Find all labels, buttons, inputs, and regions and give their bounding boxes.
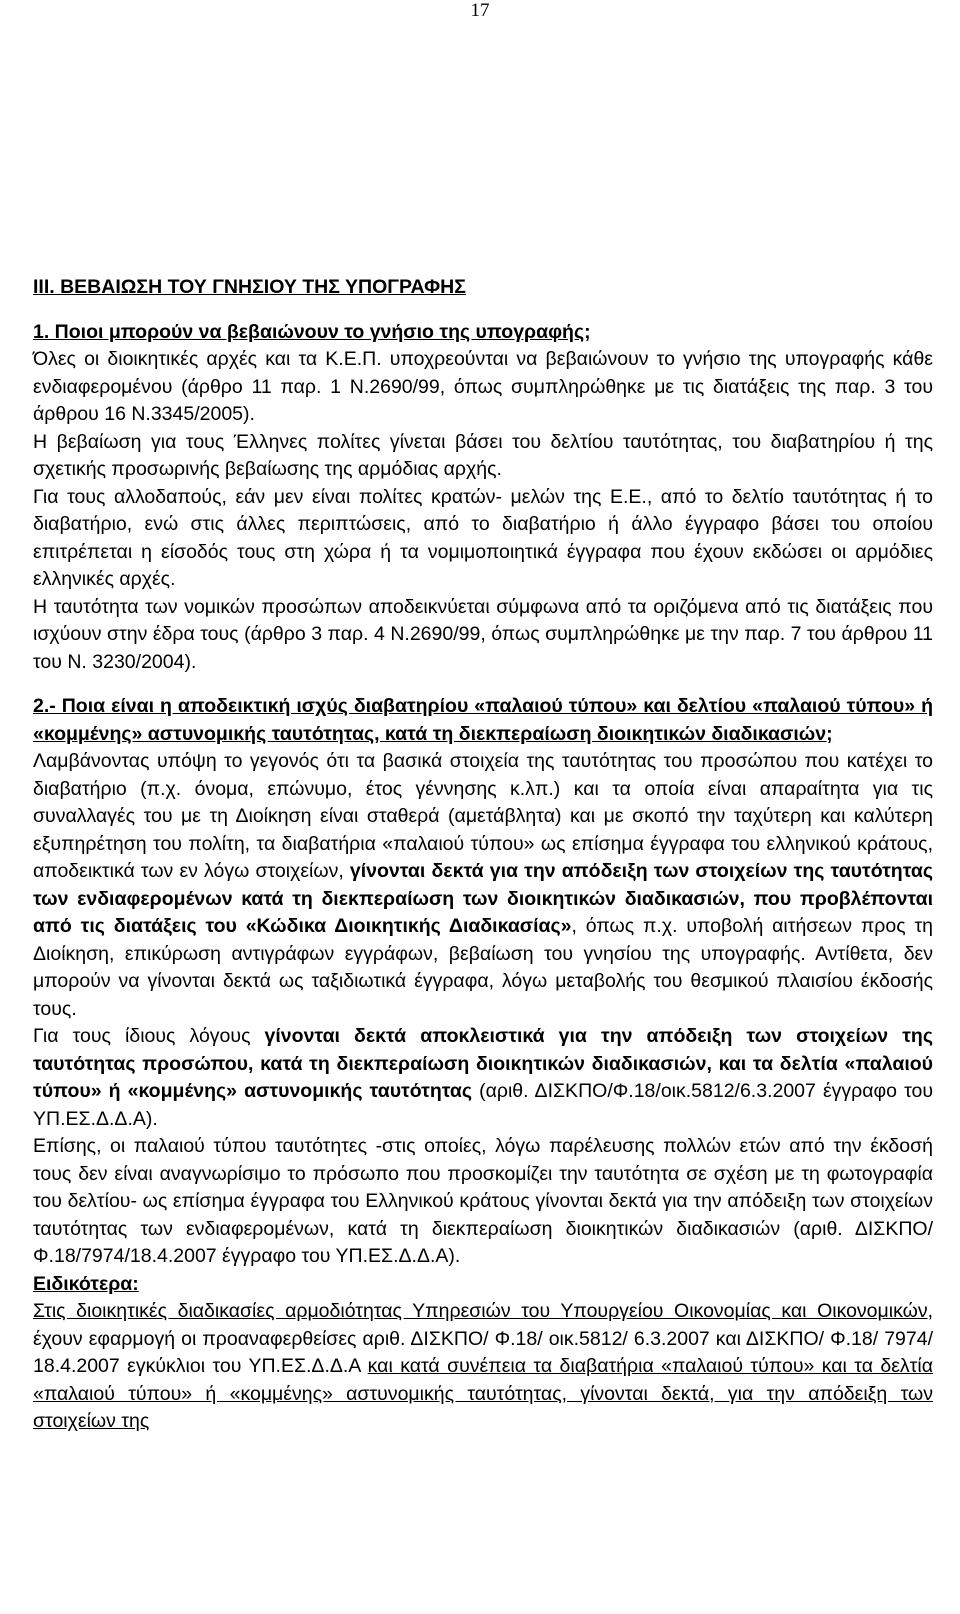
question-2-title: 2.- Ποια είναι η αποδεικτική ισχύς διαβατηρίου «παλαιού τύπου» και δελτίου «παλαιού τύπου» ή «κομμένης» αστυνομικής ταυτότητας, κατά τη διεκπεραίωση διοικητικών διαδικασιών; xyxy=(33,695,933,745)
question-2-paragraph-4 xyxy=(33,1298,933,1436)
question-1-title: 1. Ποιοι μπορούν να βεβαιώνουν το γνήσιο της υπογραφής; xyxy=(33,320,591,343)
question-1-paragraph-4: Η ταυτότητα των νομικών προσώπων αποδεικνύεται σύμφωνα από τα οριζόμενα από τις διατάξεις που ισχύουν στην έδρα τους (άρθρο 3 παρ. 4 Ν.2690/99, όπως συμπληρώθηκε με την παρ. 7 του άρθρου 11 του Ν. 3230/2004). xyxy=(33,595,933,673)
q2-p2-text: Για τους ίδιους λόγους xyxy=(33,1025,265,1047)
q2-p1-text: Λαμβάνοντας υπόψη το γεγονός ότι τα βασικά στοιχεία της ταυτότητας του προσώπου που κατέχει το διαβατήριο (π.χ. όνομα, επώνυμο, έτος γέννησης κ.λπ.) και τα οποία είναι απαραίτητα για τις συναλλαγές του με τη Διοίκηση είναι σταθερά (αμετάβλητα) και με σκοπό την ταχύτερη και καλύτερη εξυπηρέτηση του πολίτη, τα διαβατήρια «παλαιού τύπου» ως επίσημα έγγραφα του ελληνικού κράτους, αποδεικτικά των εν λόγω στοιχείων, xyxy=(33,750,933,882)
q2-p2-tail: (αριθ. ΔΙΣΚΠΟ/Φ.18/οικ.5812/6.3.2007 έγγραφο του ΥΠ.ΕΣ.Δ.Δ.Α). xyxy=(33,1080,934,1130)
question-1-paragraph-3: Για τους αλλοδαπούς, εάν μεν είναι πολίτες κρατών- μελών της Ε.Ε., από το δελτίο ταυτότητας ή το διαβατήριο, ενώ στις άλλες περιπτώσεις, από το διαβατήριο ή άλλο έγγραφο βάσει του οποίου επιτρέπεται η είσοδός τους στη χώρα ή τα νομιμοποιητικά έγγραφα που έχουν εκδώσει οι αρμόδιες ελληνικές αρχές. xyxy=(33,485,933,590)
q2-p4-underlined: Στις διοικητικές διαδικασίες αρμοδιότητας Υπηρεσιών του Υπουργείου Οικονομίας και Οικονομικών xyxy=(33,1300,928,1322)
question-1-paragraph-1: Όλες οι διοικητικές αρχές και τα Κ.Ε.Π. υποχρεούνται να βεβαιώνουν το γνήσιο της υπογραφής κάθε ενδιαφερομένου (άρθρο 11 παρ. 1 Ν.2690/99, όπως συμπληρώθηκε με τις διατάξεις της παρ. 3 του άρθρου 16 Ν.3345/2005). xyxy=(33,348,933,425)
document-body xyxy=(33,274,933,1436)
section-title: III. ΒΕΒΑΙΩΣΗ ΤΟΥ ΓΝΗΣΙΟΥ ΤΗΣ ΥΠΟΓΡΑΦΗΣ xyxy=(33,276,466,298)
q2-p2-bold: γίνονται δεκτά αποκλειστικά για την απόδειξη των στοιχείων της ταυτότητας προσώπου, κατά τη διεκπεραίωση διοικητικών διαδικασιών, και τα δελτία «παλαιού τύπου» ή «κομμένης» αστυνομικής ταυτότητας xyxy=(33,1025,933,1102)
page-number: 17 xyxy=(470,0,490,21)
q2-p4-underlined-tail: και κατά συνέπεια τα διαβατήρια «παλαιού τύπου» και τα δελτία «παλαιού τύπου» ή «κομμένης» αστυνομικής ταυτότητας, γίνονται δεκτά, για την απόδειξη των στοιχείων της xyxy=(33,1355,933,1432)
q2-p1-bold: γίνονται δεκτά για την απόδειξη των στοιχείων της ταυτότητας των ενδιαφερομένων κατά τη διεκπεραίωση των διοικητικών διαδικασιών, που προβλέπονται από τις διατάξεις του «Κώδικα Διοικητικής Διαδικασίας» xyxy=(33,860,934,937)
q2-p1-tail: , όπως π.χ. υποβολή αιτήσεων προς τη Διοίκηση, επικύρωση αντιγράφων εγγράφων, βεβαίωση του γνησίου της υπογραφής. Αντίθετα, δεν μπορούν να γίνονται δεκτά ως ταξιδιωτικά έγγραφα, λόγω μεταβολής του θεσμικού πλαισίου έκδοσής τους. xyxy=(33,915,933,1020)
q2-p4-text: , έχουν εφαρμογή οι προαναφερθείσες αριθ. ΔΙΣΚΠΟ/ Φ.18/ οικ.5812/ 6.3.2007 και ΔΙΣΚΠΟ/ Φ.18/ 7974/ 18.4.2007 εγκύκλιοι του ΥΠ.ΕΣ.Δ.Δ.Α xyxy=(33,1300,933,1377)
specifically-heading: Ειδικότερα: xyxy=(33,1272,139,1295)
question-1-paragraph-2: Η βεβαίωση για τους Έλληνες πολίτες γίνεται βάσει του δελτίου ταυτότητας, του διαβατηρίου ή της σχετικής προσωρινής βεβαίωσης της αρμόδιας αρχής. xyxy=(33,430,933,480)
question-2-paragraph-2 xyxy=(33,1023,933,1133)
question-2-paragraph-1 xyxy=(33,748,933,1023)
question-2-paragraph-3: Επίσης, οι παλαιού τύπου ταυτότητες -στις οποίες, λόγω παρέλευσης πολλών ετών από την έκδοσή τους δεν είναι αναγνωρίσιμο το πρόσωπο που προσκομίζει την ταυτότητα σε σχέση με τη φωτογραφία του δελτίου- ως επίσημα έγγραφα του Ελληνικού κράτους γίνονται δεκτά για την απόδειξη των στοιχείων ταυτότητας των ενδιαφερομένων, κατά τη διεκπεραίωση διοικητικών διαδικασιών (αριθ. ΔΙΣΚΠΟ/Φ.18/7974/18.4.2007 έγγραφο του ΥΠ.ΕΣ.Δ.Δ.Α). xyxy=(33,1135,933,1267)
